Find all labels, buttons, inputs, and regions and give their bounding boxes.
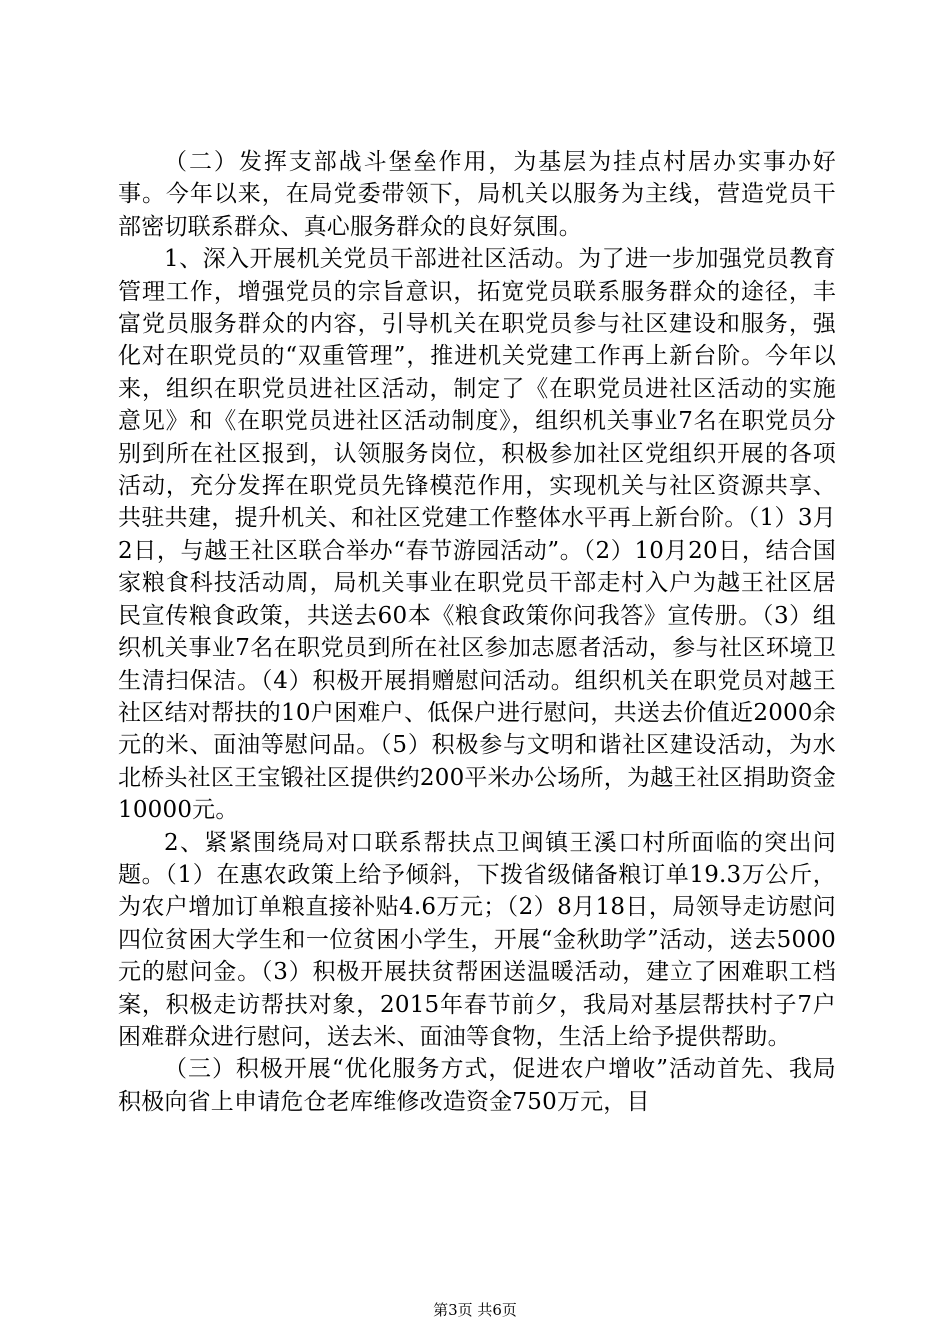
paragraph-item-two: 2、紧紧围绕局对口联系帮扶点卫闽镇王溪口村所面临的突出问题。（1）在惠农政策上给予倾斜，下拨省级储备粮订单19.3万公斤，为农户增加订单粮直接补贴4.6万元；（2）8月18日，局领导走访慰问四位贫困大学生和一位贫困小学生，开展“金秋助学”活动，送去5000元的慰问金。（3）积极开展扶贫帮困送温暖活动，建立了困难职工档案，积极走访帮扶对象，2015年春节前夕，我局对基层帮扶村子7户困难群众进行慰问，送去米、面油等食物，生活上给予提供帮助。 [118,829,836,1050]
paragraph-item-one: 1、深入开展机关党员干部进社区活动。为了进一步加强党员教育管理工作，增强党员的宗旨意识，拓宽党员联系服务群众的途径，丰富党员服务群众的内容，引导机关在职党员参与社区建设和服务，强化对在职党员的“双重管理”，推进机关党建工作再上新台阶。今年以来，组织在职党员进社区活动，制定了《在职党员进社区活动的实施意见》和《在职党员进社区活动制度》，组织机关事业7名在职党员分别到所在社区报到，认领服务岗位，积极参加社区党组织开展的各项活动，充分发挥在职党员先锋模范作用，实现机关与社区资源共享、共驻共建，提升机关、和社区党建工作整体水平再上新台阶。（1）3月2日，与越王社区联合举办“春节游园活动”。（2）10月20日，结合国家粮食科技活动周，局机关事业在职党员干部走村入户为越王社区居民宣传粮食政策，共送去60本《粮食政策你问我答》宣传册。（3）组织机关事业7名在职党员到所在社区参加志愿者活动，参与社区环境卫生清扫保洁。（4）积极开展捐赠慰问活动。组织机关在职党员对越王社区结对帮扶的10户困难户、低保户进行慰问，共送去价值近2000余元的米、面油等慰问品。（5）积极参与文明和谐社区建设活动，为水北桥头社区王宝锻社区提供约200平米办公场所，为越王社区捐助资金10000元。 [118,246,836,824]
paragraph-section-two: （二）发挥支部战斗堡垒作用，为基层为挂点村居办实事办好事。今年以来，在局党委带领下，局机关以服务为主线，营造党员干部密切联系群众、真心服务群众的良好氛围。 [118,149,836,240]
page-footer: 第3页 共6页 [433,1301,517,1319]
paragraph-section-three: （三）积极开展“优化服务方式，促进农户增收”活动首先、我局积极向省上申请危仓老库维修改造资金750万元，目 [118,1056,836,1115]
document-body [118,146,836,1118]
